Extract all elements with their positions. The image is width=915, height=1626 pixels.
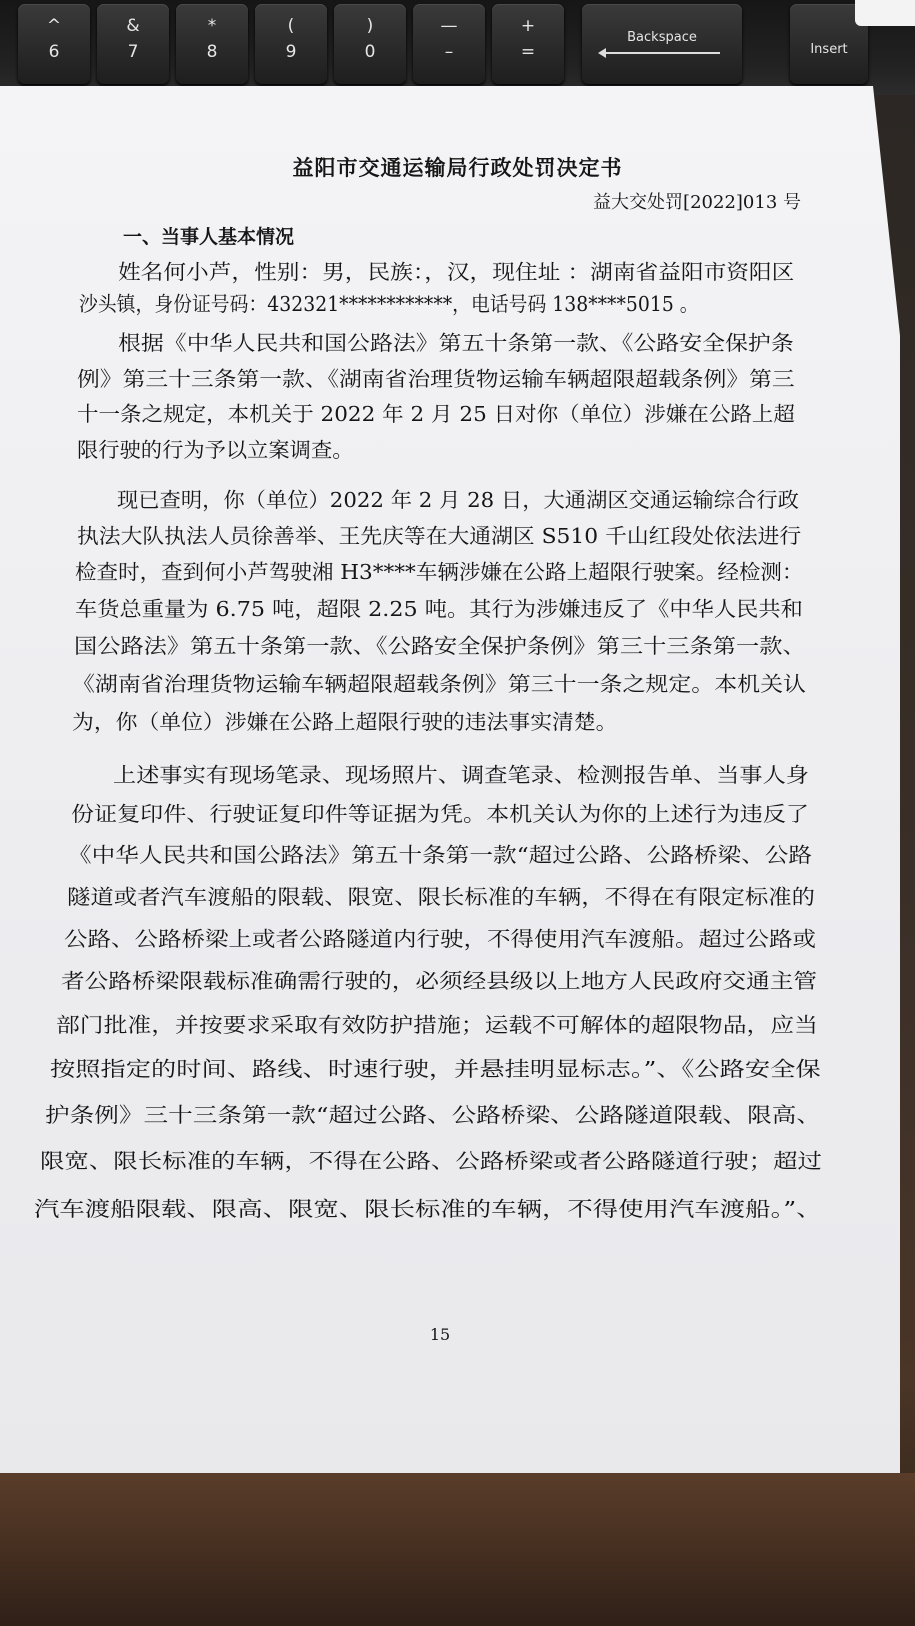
key-9-shift: ( xyxy=(287,16,295,36)
body-line: 沙头镇，身份证号码：432321************，电话号码 138****5015 。 xyxy=(79,292,699,316)
key-7-base: 7 xyxy=(127,42,139,62)
key-minus xyxy=(413,4,485,84)
key-8 xyxy=(176,4,248,84)
key-equals-base: = xyxy=(520,42,536,62)
key-equals-shift: + xyxy=(520,16,536,36)
body-line: 上述事实有现场笔录、现场照片、调查笔录、检测报告单、当事人身 xyxy=(113,763,809,787)
body-line: 十一条之规定，本机关于 2022 年 2 月 25 日对你（单位）涉嫌在公路上超 xyxy=(77,402,795,426)
document-title: 益阳市交通运输局行政处罚决定书 xyxy=(292,155,623,180)
body-line: 护条例》三十三条第一款“超过公路、公路桥梁、公路隧道限载、限高、 xyxy=(45,1103,821,1127)
body-line: 根据《中华人民共和国公路法》第五十条第一款、《公路安全保护条 xyxy=(118,331,794,355)
body-line: 《湖南省治理货物运输车辆超限超载条例》第三十一条之规定。本机关认 xyxy=(72,672,806,696)
body-line: 现已查明，你（单位）2022 年 2 月 28 日，大通湖区交通运输综合行政 xyxy=(117,488,799,512)
body-line: 公路、公路桥梁上或者公路隧道内行驶，不得使用汽车渡船。超过公路或 xyxy=(64,927,816,951)
body-line: 汽车渡船限载、限高、限宽、限长标准的车辆，不得使用汽车渡船。”、 xyxy=(34,1197,822,1221)
body-line: 为，你（单位）涉嫌在公路上超限行驶的违法事实清楚。 xyxy=(72,710,618,734)
key-6-shift: ^ xyxy=(46,16,62,36)
background-object xyxy=(855,0,915,26)
key-minus-base: – xyxy=(444,42,454,62)
table-surface xyxy=(0,1473,915,1626)
key-9-base: 9 xyxy=(285,42,297,62)
key-insert-label: Insert xyxy=(810,42,848,57)
key-7 xyxy=(97,4,169,84)
key-0 xyxy=(334,4,406,84)
page-number: 15 xyxy=(429,1325,451,1344)
body-line: 姓名何小芦，性别：男，民族：，汉，现住址 ：湖南省益阳市资阳区 xyxy=(118,260,795,284)
key-0-base: 0 xyxy=(364,42,376,62)
key-minus-shift: — xyxy=(440,16,458,36)
body-line: 检查时，查到何小芦驾驶湘 H3****车辆涉嫌在公路上超限行驶案。经检测： xyxy=(75,560,804,584)
key-0-shift: ) xyxy=(366,16,374,36)
body-line: 执法大队执法人员徐善举、王先庆等在大通湖区 S510 千山红段处依法进行 xyxy=(77,524,802,548)
body-line: 车货总重量为 6.75 吨，超限 2.25 吨。其行为涉嫌违反了《中华人民共和 xyxy=(75,597,803,621)
key-8-base: 8 xyxy=(206,42,218,62)
keyboard xyxy=(0,0,915,95)
key-backspace-label: Backspace xyxy=(627,30,697,45)
document-number: 益大交处罚[2022]013 号 xyxy=(593,192,801,213)
body-line: 份证复印件、行驶证复印件等证据为凭。本机关认为你的上述行为违反了 xyxy=(71,802,809,826)
key-8-shift: * xyxy=(207,16,217,36)
key-backspace xyxy=(582,4,742,84)
key-9 xyxy=(255,4,327,84)
body-line: 国公路法》第五十条第一款、《公路安全保护条例》第三十三条第一款、 xyxy=(74,634,806,658)
backspace-arrow-icon xyxy=(604,52,720,54)
body-line: 者公路桥梁限载标准确需行驶的，必须经县级以上地方人民政府交通主管 xyxy=(61,969,817,993)
body-line: 隧道或者汽车渡船的限载、限宽、限长标准的车辆，不得在有限定标准的 xyxy=(67,885,815,909)
body-line: 例》第三十三条第一款、《湖南省治理货物运输车辆超限超载条例》第三 xyxy=(77,367,795,391)
body-line: 部门批准，并按要求采取有效防护措施；运载不可解体的超限物品，应当 xyxy=(56,1013,818,1037)
key-6 xyxy=(18,4,90,84)
section-heading: 一、当事人基本情况 xyxy=(123,226,295,248)
body-line: 限宽、限长标准的车辆，不得在公路、公路桥梁或者公路隧道行驶；超过 xyxy=(40,1149,823,1173)
body-line: 按照指定的时间、路线、时速行驶，并悬挂明显标志。”、《公路安全保 xyxy=(50,1057,821,1081)
body-line: 限行驶的行为予以立案调查。 xyxy=(77,438,354,462)
key-6-base: 6 xyxy=(48,42,60,62)
key-equals xyxy=(492,4,564,84)
body-line: 《中华人民共和国公路法》第五十条第一款“超过公路、公路桥梁、公路 xyxy=(68,843,812,867)
key-7-shift: & xyxy=(126,16,140,36)
